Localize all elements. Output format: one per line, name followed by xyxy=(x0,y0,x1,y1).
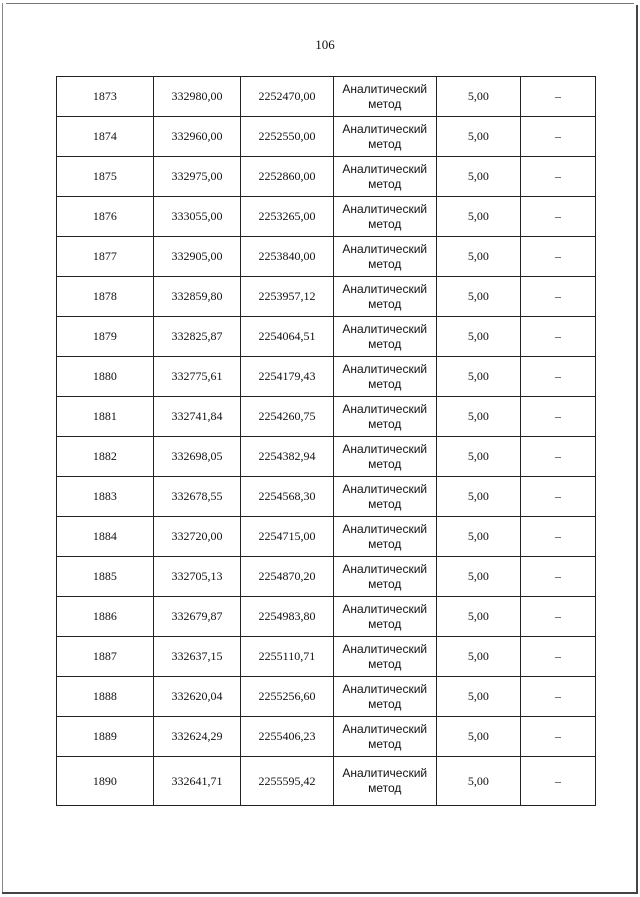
y-coordinate-cell: 2253957,12 xyxy=(241,277,334,317)
method-cell xyxy=(333,317,436,357)
accuracy-cell: 5,00 xyxy=(436,637,520,677)
table-row xyxy=(57,437,596,477)
method-line-1: Аналитический xyxy=(342,561,428,576)
y-coordinate-cell: 2254715,00 xyxy=(241,517,334,557)
description-cell: – xyxy=(521,317,596,357)
accuracy-cell: 5,00 xyxy=(436,517,520,557)
y-coordinate-cell: 2252550,00 xyxy=(241,117,334,157)
method-line-1: Аналитический xyxy=(342,681,428,696)
accuracy-cell: 5,00 xyxy=(436,157,520,197)
page-edge-left xyxy=(2,3,3,893)
method-cell xyxy=(333,517,436,557)
accuracy-cell: 5,00 xyxy=(436,277,520,317)
method-line-2: метод xyxy=(368,376,402,391)
point-number-cell: 1886 xyxy=(57,597,154,637)
y-coordinate-cell: 2255406,23 xyxy=(241,717,334,757)
point-number-cell: 1878 xyxy=(57,277,154,317)
method-line-2: метод xyxy=(368,536,402,551)
y-coordinate-cell: 2254568,30 xyxy=(241,477,334,517)
y-coordinate-cell: 2254382,94 xyxy=(241,437,334,477)
page-edge-top xyxy=(6,3,634,4)
x-coordinate-cell: 332698,05 xyxy=(153,437,240,477)
method-line-1: Аналитический xyxy=(342,361,428,376)
description-cell: – xyxy=(521,677,596,717)
table-row xyxy=(57,397,596,437)
description-cell: – xyxy=(521,197,596,237)
method-line-2: метод xyxy=(368,96,402,111)
method-line-2: метод xyxy=(368,136,402,151)
x-coordinate-cell: 332679,87 xyxy=(153,597,240,637)
table-row xyxy=(57,517,596,557)
accuracy-cell: 5,00 xyxy=(436,557,520,597)
table-row xyxy=(57,637,596,677)
x-coordinate-cell: 332980,00 xyxy=(153,77,240,117)
y-coordinate-cell: 2252470,00 xyxy=(241,77,334,117)
method-line-2: метод xyxy=(368,336,402,351)
method-cell xyxy=(333,717,436,757)
method-cell xyxy=(333,437,436,477)
table-row xyxy=(57,477,596,517)
description-cell: – xyxy=(521,557,596,597)
accuracy-cell: 5,00 xyxy=(436,357,520,397)
accuracy-cell: 5,00 xyxy=(436,677,520,717)
y-coordinate-cell: 2254260,75 xyxy=(241,397,334,437)
description-cell: – xyxy=(521,237,596,277)
accuracy-cell: 5,00 xyxy=(436,477,520,517)
method-cell xyxy=(333,557,436,597)
table-row xyxy=(57,77,596,117)
point-number-cell: 1880 xyxy=(57,357,154,397)
method-line-2: метод xyxy=(368,496,402,511)
coordinates-table-body xyxy=(57,77,596,806)
method-cell xyxy=(333,357,436,397)
y-coordinate-cell: 2253840,00 xyxy=(241,237,334,277)
accuracy-cell: 5,00 xyxy=(436,77,520,117)
point-number-cell: 1890 xyxy=(57,757,154,806)
y-coordinate-cell: 2255256,60 xyxy=(241,677,334,717)
method-cell xyxy=(333,77,436,117)
page-edge-right xyxy=(636,5,638,893)
y-coordinate-cell: 2255595,42 xyxy=(241,757,334,806)
x-coordinate-cell: 332775,61 xyxy=(153,357,240,397)
accuracy-cell: 5,00 xyxy=(436,757,520,806)
method-line-2: метод xyxy=(368,416,402,431)
method-cell xyxy=(333,197,436,237)
description-cell: – xyxy=(521,477,596,517)
description-cell: – xyxy=(521,357,596,397)
description-cell: – xyxy=(521,517,596,557)
x-coordinate-cell: 332905,00 xyxy=(153,237,240,277)
table-row xyxy=(57,237,596,277)
description-cell: – xyxy=(521,77,596,117)
accuracy-cell: 5,00 xyxy=(436,597,520,637)
point-number-cell: 1873 xyxy=(57,77,154,117)
description-cell: – xyxy=(521,437,596,477)
description-cell: – xyxy=(521,397,596,437)
x-coordinate-cell: 332720,00 xyxy=(153,517,240,557)
method-line-1: Аналитический xyxy=(342,281,428,296)
point-number-cell: 1879 xyxy=(57,317,154,357)
x-coordinate-cell: 332705,13 xyxy=(153,557,240,597)
method-line-1: Аналитический xyxy=(342,441,428,456)
x-coordinate-cell: 332859,80 xyxy=(153,277,240,317)
method-cell xyxy=(333,117,436,157)
method-cell xyxy=(333,397,436,437)
accuracy-cell: 5,00 xyxy=(436,117,520,157)
method-line-1: Аналитический xyxy=(342,201,428,216)
y-coordinate-cell: 2253265,00 xyxy=(241,197,334,237)
method-line-1: Аналитический xyxy=(342,161,428,176)
method-line-2: метод xyxy=(368,456,402,471)
method-cell xyxy=(333,237,436,277)
table-row xyxy=(57,197,596,237)
y-coordinate-cell: 2254870,20 xyxy=(241,557,334,597)
method-line-2: метод xyxy=(368,296,402,311)
table-row xyxy=(57,757,596,806)
point-number-cell: 1882 xyxy=(57,437,154,477)
y-coordinate-cell: 2252860,00 xyxy=(241,157,334,197)
description-cell: – xyxy=(521,717,596,757)
point-number-cell: 1888 xyxy=(57,677,154,717)
y-coordinate-cell: 2255110,71 xyxy=(241,637,334,677)
method-line-1: Аналитический xyxy=(342,721,428,736)
page-edge-bottom xyxy=(2,892,638,894)
method-cell xyxy=(333,157,436,197)
method-line-1: Аналитический xyxy=(342,121,428,136)
x-coordinate-cell: 332825,87 xyxy=(153,317,240,357)
method-line-1: Аналитический xyxy=(342,481,428,496)
point-number-cell: 1877 xyxy=(57,237,154,277)
method-line-2: метод xyxy=(368,176,402,191)
accuracy-cell: 5,00 xyxy=(436,397,520,437)
table-row xyxy=(57,317,596,357)
point-number-cell: 1889 xyxy=(57,717,154,757)
description-cell: – xyxy=(521,157,596,197)
table-row xyxy=(57,557,596,597)
y-coordinate-cell: 2254179,43 xyxy=(241,357,334,397)
x-coordinate-cell: 332641,71 xyxy=(153,757,240,806)
coordinates-table-container xyxy=(56,76,596,806)
method-line-2: метод xyxy=(368,256,402,271)
method-line-1: Аналитический xyxy=(342,601,428,616)
table-row xyxy=(57,357,596,397)
description-cell: – xyxy=(521,757,596,806)
point-number-cell: 1874 xyxy=(57,117,154,157)
method-line-2: метод xyxy=(368,576,402,591)
accuracy-cell: 5,00 xyxy=(436,197,520,237)
table-row xyxy=(57,717,596,757)
point-number-cell: 1884 xyxy=(57,517,154,557)
table-row xyxy=(57,117,596,157)
method-line-2: метод xyxy=(368,781,402,795)
point-number-cell: 1875 xyxy=(57,157,154,197)
accuracy-cell: 5,00 xyxy=(436,237,520,277)
y-coordinate-cell: 2254983,80 xyxy=(241,597,334,637)
page-number: 106 xyxy=(315,37,335,52)
description-cell: – xyxy=(521,597,596,637)
method-line-1: Аналитический xyxy=(342,241,428,256)
method-line-1: Аналитический xyxy=(342,321,428,336)
method-cell xyxy=(333,677,436,717)
table-row xyxy=(57,677,596,717)
description-cell: – xyxy=(521,117,596,157)
y-coordinate-cell: 2254064,51 xyxy=(241,317,334,357)
method-cell xyxy=(333,477,436,517)
method-cell xyxy=(333,757,436,806)
point-number-cell: 1876 xyxy=(57,197,154,237)
point-number-cell: 1885 xyxy=(57,557,154,597)
description-cell: – xyxy=(521,277,596,317)
table-row xyxy=(57,157,596,197)
point-number-cell: 1883 xyxy=(57,477,154,517)
accuracy-cell: 5,00 xyxy=(436,437,520,477)
method-line-2: метод xyxy=(368,216,402,231)
method-cell xyxy=(333,637,436,677)
table-row xyxy=(57,277,596,317)
x-coordinate-cell: 332624,29 xyxy=(153,717,240,757)
method-line-1: Аналитический xyxy=(342,401,428,416)
x-coordinate-cell: 332741,84 xyxy=(153,397,240,437)
x-coordinate-cell: 332678,55 xyxy=(153,477,240,517)
x-coordinate-cell: 333055,00 xyxy=(153,197,240,237)
description-cell: – xyxy=(521,637,596,677)
method-line-1: Аналитический xyxy=(342,521,428,536)
x-coordinate-cell: 332620,04 xyxy=(153,677,240,717)
table-row xyxy=(57,597,596,637)
method-cell xyxy=(333,597,436,637)
point-number-cell: 1887 xyxy=(57,637,154,677)
accuracy-cell: 5,00 xyxy=(436,717,520,757)
x-coordinate-cell: 332637,15 xyxy=(153,637,240,677)
method-line-1: Аналитический xyxy=(342,81,428,96)
x-coordinate-cell: 332975,00 xyxy=(153,157,240,197)
method-line-2: метод xyxy=(368,656,402,671)
method-line-1: Аналитический xyxy=(342,766,428,780)
accuracy-cell: 5,00 xyxy=(436,317,520,357)
method-line-2: метод xyxy=(368,696,402,711)
point-number-cell: 1881 xyxy=(57,397,154,437)
x-coordinate-cell: 332960,00 xyxy=(153,117,240,157)
method-cell xyxy=(333,277,436,317)
method-line-2: метод xyxy=(368,616,402,631)
method-line-1: Аналитический xyxy=(342,641,428,656)
coordinates-table xyxy=(56,76,596,806)
method-line-2: метод xyxy=(368,736,402,751)
